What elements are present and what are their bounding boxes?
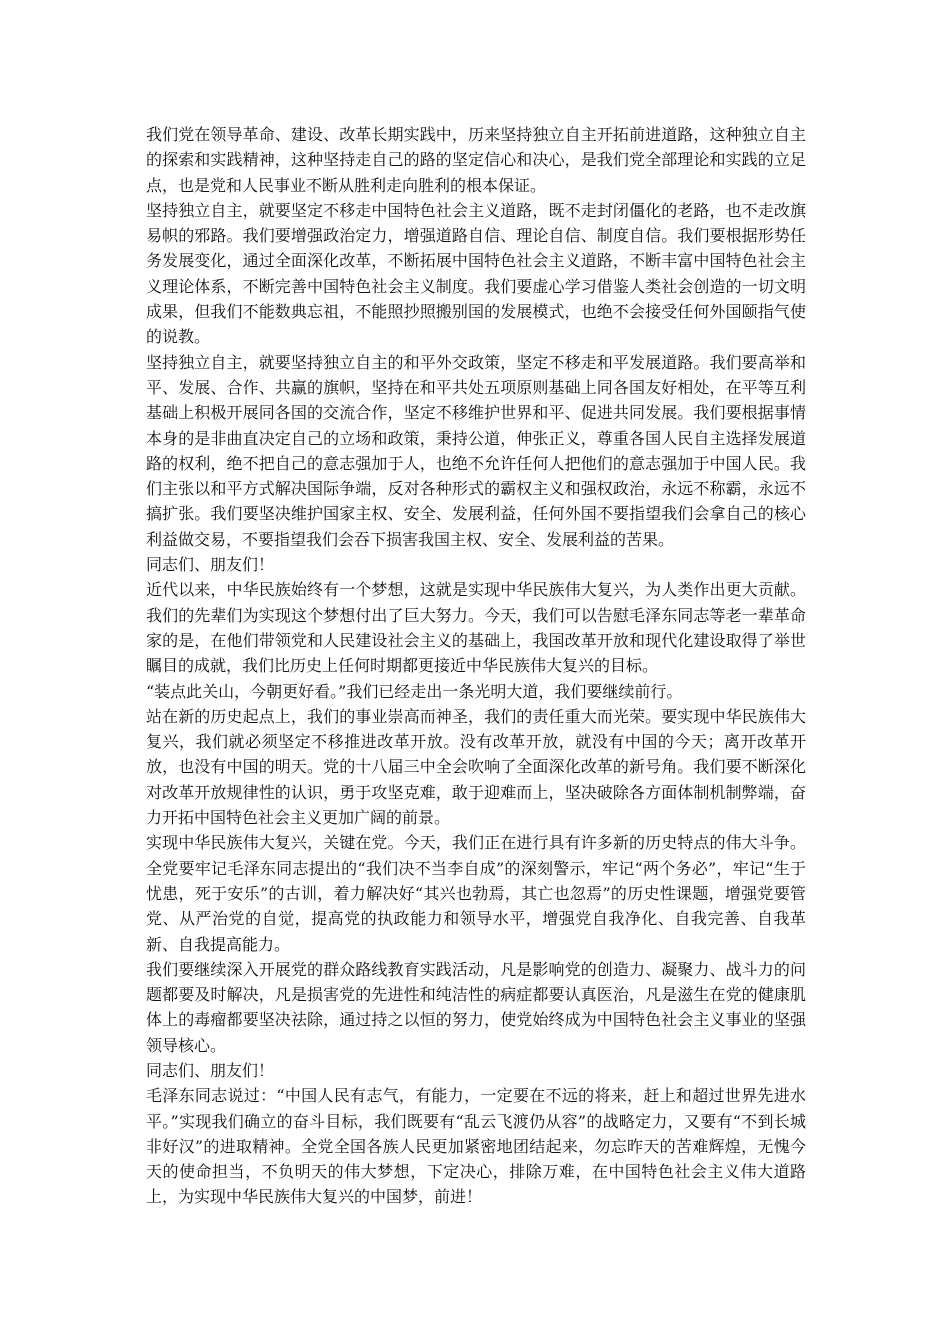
paragraph-4: 同志们、朋友们！: [146, 555, 275, 575]
paragraph-1: 我们党在领导革命、建设、改革长期实践中，历来坚持独立自主开拓前进道路，这种独立自主的探索和实践精神，这种坚持走自己的路的坚定信心和决心，是我们党全部理论和实践的立足点，也是党和人民事业不断从胜利走向胜利的根本保证。: [146, 125, 806, 195]
paragraph-8: 实现中华民族伟大复兴，关键在党。今天，我们正在进行具有许多新的历史特点的伟大斗争。全党要牢记毛泽东同志提出的“我们决不当李自成”的深刻警示，牢记“两个务必”，牢记“生于忧患，死于安乐”的古训，着力解决好“其兴也勃焉，其亡也忽焉”的历史性课题，增强党要管党、从严治党的自觉，提高党的执政能力和领导水平，增强党自我净化、自我完善、自我革新、自我提高能力。: [146, 833, 806, 954]
paragraph-3: 坚持独立自主，就要坚持独立自主的和平外交政策，坚定不移走和平发展道路。我们要高举和平、发展、合作、共赢的旗帜，坚持在和平共处五项原则基础上同各国友好相处，在平等互利基础上积极开展同各国的交流合作，坚定不移维护世界和平、促进共同发展。我们要根据事情本身的是非曲直决定自己的立场和政策，秉持公道，伸张正义，尊重各国人民自主选择发展道路的权利，绝不把自己的意志强加于人，也绝不允许任何人把他们的意志强加于中国人民。我们主张以和平方式解决国际争端，反对各种形式的霸权主义和强权政治，永远不称霸，永远不搞扩张。我们要坚决维护国家主权、安全、发展利益，任何外国不要指望我们会拿自己的核心利益做交易，不要指望我们会吞下损害我国主权、安全、发展利益的苦果。: [146, 352, 806, 549]
paragraph-5: 近代以来，中华民族始终有一个梦想，这就是实现中华民族伟大复兴，为人类作出更大贡献。我们的先辈们为实现这个梦想付出了巨大努力。今天，我们可以告慰毛泽东同志等老一辈革命家的是，在他们带领党和人民建设社会主义的基础上，我国改革开放和现代化建设取得了举世瞩目的成就，我们比历史上任何时期都更接近中华民族伟大复兴的目标。: [146, 580, 806, 676]
paragraph-9: 我们要继续深入开展党的群众路线教育实践活动，凡是影响党的创造力、凝聚力、战斗力的问题都要及时解决，凡是损害党的先进性和纯洁性的病症都要认真医治，凡是滋生在党的健康肌体上的毒瘤都要坚决祛除，通过持之以恒的努力，使党始终成为中国特色社会主义事业的坚强领导核心。: [146, 959, 806, 1055]
paragraph-11: 毛泽东同志说过：“中国人民有志气，有能力，一定要在不远的将来，赶上和超过世界先进水平。”实现我们确立的奋斗目标，我们既要有“乱云飞渡仍从容”的战略定力，又要有“不到长城非好汉”的进取精神。全党全国各族人民更加紧密地团结起来，勿忘昨天的苦难辉煌，无愧今天的使命担当，不负明天的伟大梦想，下定决心，排除万难，在中国特色社会主义伟大道路上，为实现中华民族伟大复兴的中国梦，前进！: [146, 1086, 806, 1207]
paragraph-2: 坚持独立自主，就要坚定不移走中国特色社会主义道路，既不走封闭僵化的老路，也不走改旗易帜的邪路。我们要增强政治定力，增强道路自信、理论自信、制度自信。我们要根据形势任务发展变化，通过全面深化改革，不断拓展中国特色社会主义道路，不断丰富中国特色社会主义理论体系，不断完善中国特色社会主义制度。我们要虚心学习借鉴人类社会创造的一切文明成果，但我们不能数典忘祖，不能照抄照搬别国的发展模式，也绝不会接受任何外国颐指气使的说教。: [146, 200, 806, 347]
paragraph-6: “装点此关山，今朝更好看。”我们已经走出一条光明大道，我们要继续前行。: [146, 681, 683, 701]
paragraph-7: 站在新的历史起点上，我们的事业崇高而神圣，我们的责任重大而光荣。要实现中华民族伟大复兴，我们就必须坚定不移推进改革开放。没有改革开放，就没有中国的今天；离开改革开放，也没有中国的明天。党的十八届三中全会吹响了全面深化改革的新号角。我们要不断深化对改革开放规律性的认识，勇于攻坚克难，敢于迎难而上，坚决破除各方面体制机制弊端，奋力开拓中国特色社会主义更加广阔的前景。: [146, 706, 806, 828]
paragraph-10: 同志们、朋友们！: [146, 1060, 275, 1080]
document-body: [146, 122, 806, 1210]
